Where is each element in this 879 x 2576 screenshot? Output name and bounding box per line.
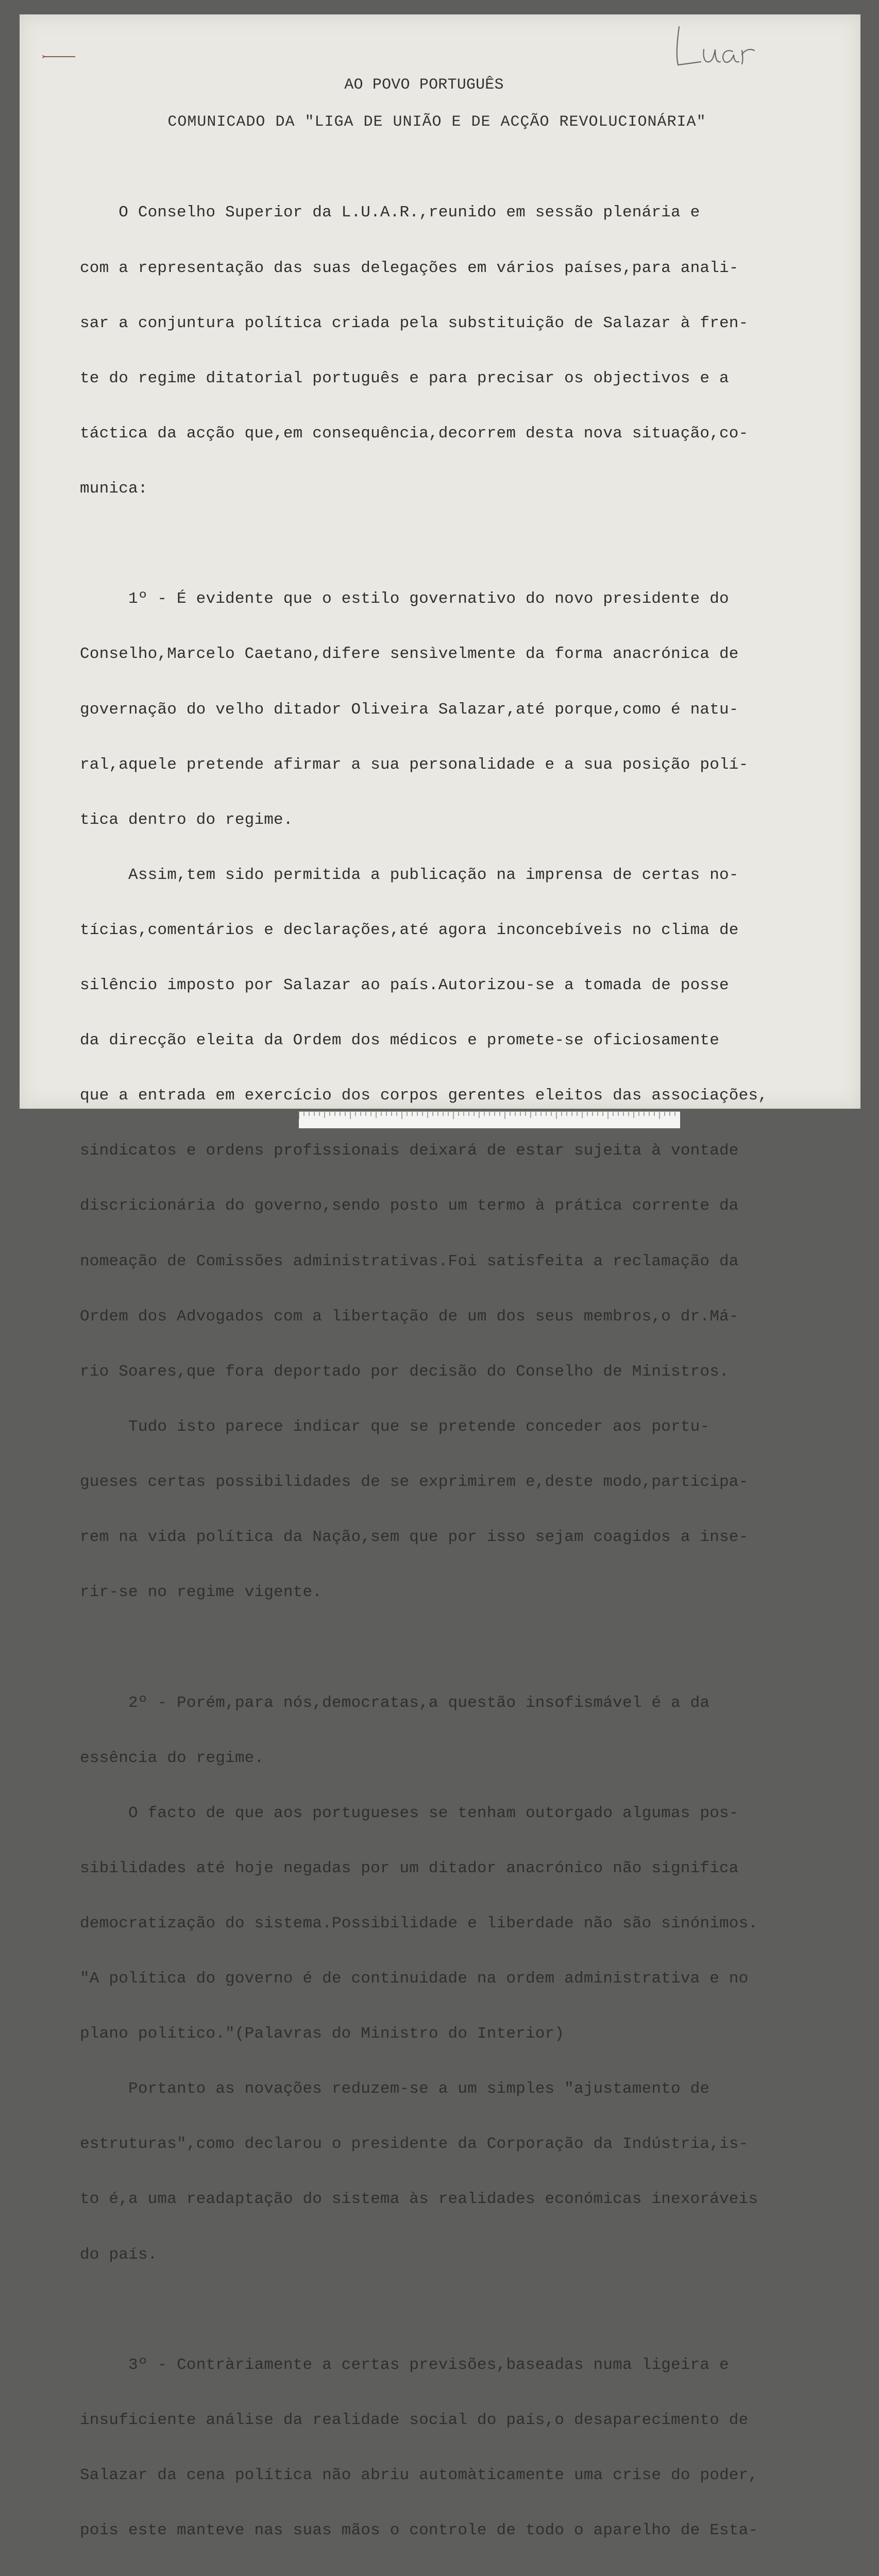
text-line: Conselho,Marcelo Caetano,difere sensìvelmente da forma anacrónica de bbox=[80, 645, 739, 664]
document-title: AO POVO PORTUGUÊS bbox=[344, 76, 504, 94]
text-line: insuficiente análise da realidade social do país,o desaparecimento de bbox=[80, 2411, 749, 2430]
paragraph-gap bbox=[80, 1638, 827, 1657]
text-line: gueses certas possibilidades de se exprimirem e,deste modo,participa- bbox=[80, 1472, 749, 1491]
document-body bbox=[80, 167, 827, 2576]
text-line: nomeação de Comissões administrativas.Foi satisfeita a reclamação da bbox=[80, 1252, 739, 1270]
text-line: Salazar da cena política não abriu automàticamente uma crise do poder, bbox=[80, 2466, 758, 2485]
paragraph-gap bbox=[80, 2301, 827, 2319]
text-line: 3º - Contràriamente a certas previsões,baseadas numa ligeira e bbox=[80, 2356, 729, 2374]
text-line: Tudo isto parece indicar que se pretende conceder aos portu- bbox=[80, 1417, 710, 1436]
text-line: ral,aquele pretende afirmar a sua personalidade e a sua posição polí- bbox=[80, 755, 749, 774]
text-line: rio Soares,que fora deportado por decisão do Conselho de Ministros. bbox=[80, 1362, 729, 1381]
text-line: te do regime ditatorial português e para precisar os objectivos e a bbox=[80, 369, 729, 387]
text-line: que a entrada em exercício dos corpos gerentes eleitos das associações, bbox=[80, 1087, 768, 1105]
text-line: plano político."(Palavras do Ministro do Interior) bbox=[80, 2025, 565, 2043]
text-line: da direcção eleita da Ordem dos médicos e promete-se oficiosamente bbox=[80, 1031, 719, 1050]
text-line: sar a conjuntura política criada pela substituição de Salazar à fren- bbox=[80, 314, 749, 332]
paragraph-gap bbox=[80, 535, 827, 553]
text-line: táctica da acção que,em consequência,decorrem desta nova situação,co- bbox=[80, 424, 749, 443]
text-line: 1º - É evidente que o estilo governativo do novo presidente do bbox=[80, 590, 729, 608]
text-line: essência do regime. bbox=[80, 1749, 264, 1767]
text-line: governação do velho ditador Oliveira Salazar,até porque,como é natu- bbox=[80, 700, 739, 719]
handwriting-luar-drawing bbox=[670, 21, 768, 72]
text-line: com a representação das suas delegações em vários países,para anali- bbox=[80, 259, 739, 277]
text-line: Assim,tem sido permitida a publicação na imprensa de certas no- bbox=[80, 866, 739, 884]
text-line: tica dentro do regime. bbox=[80, 810, 293, 829]
text-line: estruturas",como declarou o presidente da Corporação da Indústria,is- bbox=[80, 2135, 749, 2154]
text-line: discricionária do governo,sendo posto um termo à prática corrente da bbox=[80, 1197, 739, 1215]
text-line: tícias,comentários e declarações,até agora inconcebíveis no clima de bbox=[80, 921, 739, 939]
text-line: O facto de que aos portugueses se tenham outorgado algumas pos- bbox=[80, 1804, 739, 1822]
text-line: democratização do sistema.Possibilidade e liberdade não são sinónimos. bbox=[80, 1914, 758, 1933]
text-line: rir-se no regime vigente. bbox=[80, 1583, 323, 1602]
scale-ruler bbox=[299, 1111, 680, 1128]
text-line: Portanto as novações reduzem-se a um simples "ajustamento de bbox=[80, 2080, 710, 2098]
text-line: silêncio imposto por Salazar ao país.Autorizou-se a tomada de posse bbox=[80, 976, 729, 995]
text-line: rem na vida política da Nação,sem que por isso sejam coagidos a inse- bbox=[80, 1528, 749, 1546]
text-line: pois este manteve nas suas mãos o controle de todo o aparelho de Esta- bbox=[80, 2521, 758, 2540]
text-line: "A política do governo é de continuidade na ordem administrativa e no bbox=[80, 1970, 749, 1988]
text-line: munica: bbox=[80, 479, 148, 498]
text-line: O Conselho Superior da L.U.A.R.,reunido em sessão plenária e bbox=[80, 204, 700, 222]
text-line: sibilidades até hoje negadas por um ditador anacrónico não significa bbox=[80, 1859, 739, 1877]
ruler-ticks bbox=[299, 1112, 680, 1128]
text-line: 2º - Porém,para nós,democratas,a questão insofismável é a da bbox=[80, 1693, 710, 1712]
document-subtitle: COMUNICADO DA "LIGA DE UNIÃO E DE ACÇÃO REVOLUCIONÁRIA" bbox=[167, 113, 706, 131]
text-line: sindicatos e ordens profissionais deixará de estar sujeita à vontade bbox=[80, 1142, 739, 1160]
text-line: do país. bbox=[80, 2245, 158, 2264]
margin-mark bbox=[42, 55, 78, 59]
text-line: Ordem dos Advogados com a libertação de um dos seus membros,o dr.Má- bbox=[80, 1307, 739, 1326]
handwritten-annotation bbox=[670, 21, 768, 72]
text-line: to é,a uma readaptação do sistema às realidades económicas inexoráveis bbox=[80, 2190, 758, 2209]
